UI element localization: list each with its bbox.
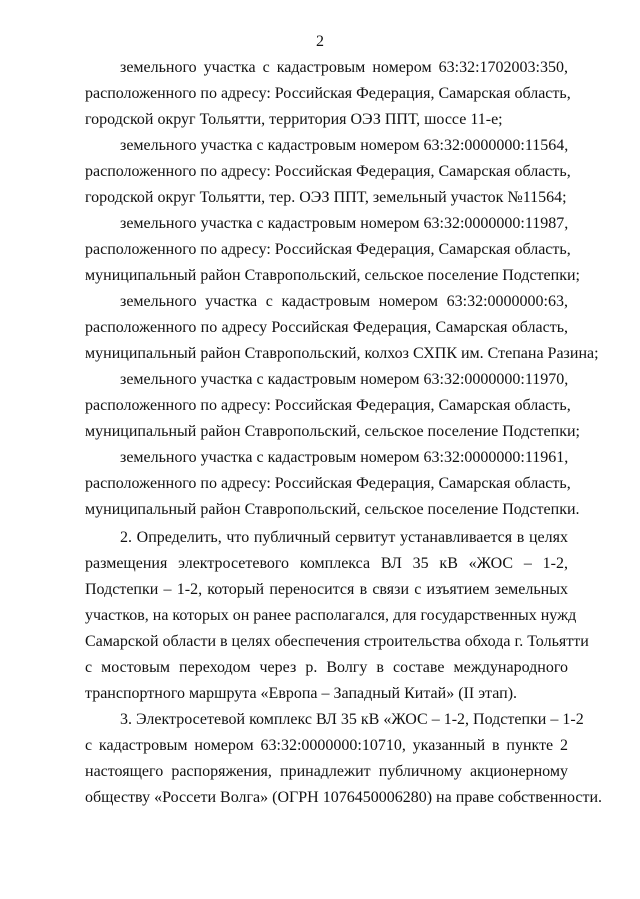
document-body (85, 55, 603, 811)
paragraph-p6 (85, 445, 580, 523)
text-line: расположенного по адресу: Российская Федерация, Самарская область, (85, 163, 571, 180)
text-line: земельного участка с кадастровым номером 63:32:0000000:11564, (120, 137, 569, 154)
text-line: земельного участка с кадастровым номером 63:32:1702003:350, (120, 59, 568, 76)
text-line: обществу «Россети Волга» (ОГРН 1076450006280) на праве собственности. (85, 789, 603, 806)
paragraph-p8 (85, 707, 603, 811)
text-line: Подстепки – 1-2, который переносится в связи с изъятием земельных (85, 581, 568, 598)
text-line: земельного участка с кадастровым номером 63:32:0000000:11961, (120, 449, 569, 466)
text-line: размещения электросетевого комплекса ВЛ 35 кВ «ЖОС – 1-2, (85, 555, 568, 572)
page-number: 2 (316, 33, 324, 50)
paragraph-p1 (85, 55, 571, 133)
text-line: расположенного по адресу: Российская Федерация, Самарская область, (85, 241, 571, 258)
text-line: муниципальный район Ставропольский, сельское поселение Подстепки. (85, 501, 580, 518)
paragraph-p7 (85, 525, 589, 707)
text-line: земельного участка с кадастровым номером 63:32:0000000:11987, (120, 215, 569, 232)
text-line: 3. Электросетевой комплекс ВЛ 35 кВ «ЖОС – 1-2, Подстепки – 1-2 (120, 711, 584, 728)
text-line: городской округ Тольятти, тер. ОЭЗ ППТ, земельный участок №11564; (85, 189, 567, 206)
paragraph-p4 (85, 289, 599, 367)
paragraph-p3 (85, 211, 580, 289)
text-line: муниципальный район Ставропольский, сельское поселение Подстепки; (85, 423, 580, 440)
text-line: земельного участка с кадастровым номером 63:32:0000000:63, (120, 293, 568, 310)
text-line: участков, на которых он ранее располагался, для государственных нужд (85, 607, 577, 624)
text-line: городской округ Тольятти, территория ОЭЗ ППТ, шоссе 11-е; (85, 111, 503, 128)
paragraph-p5 (85, 367, 580, 445)
paragraph-p2 (85, 133, 571, 211)
text-line: муниципальный район Ставропольский, сельское поселение Подстепки; (85, 267, 580, 284)
text-line: с мостовым переходом через р. Волгу в составе международного (85, 659, 568, 676)
text-line: Самарской области в целях обеспечения строительства обхода г. Тольятти (85, 633, 589, 650)
text-line: расположенного по адресу: Российская Федерация, Самарская область, (85, 475, 571, 492)
text-line: 2. Определить, что публичный сервитут устанавливается в целях (120, 529, 568, 546)
text-line: расположенного по адресу Российская Федерация, Самарская область, (85, 319, 568, 336)
text-line: расположенного по адресу: Российская Федерация, Самарская область, (85, 85, 571, 102)
text-line: муниципальный район Ставропольский, колхоз СХПК им. Степана Разина; (85, 345, 599, 362)
text-line: с кадастровым номером 63:32:0000000:10710, указанный в пункте 2 (85, 737, 568, 754)
text-line: расположенного по адресу: Российская Федерация, Самарская область, (85, 397, 571, 414)
text-line: земельного участка с кадастровым номером 63:32:0000000:11970, (120, 371, 569, 388)
text-line: настоящего распоряжения, принадлежит публичному акционерному (85, 763, 568, 780)
text-line: транспортного маршрута «Европа – Западный Китай» (II этап). (85, 685, 518, 702)
